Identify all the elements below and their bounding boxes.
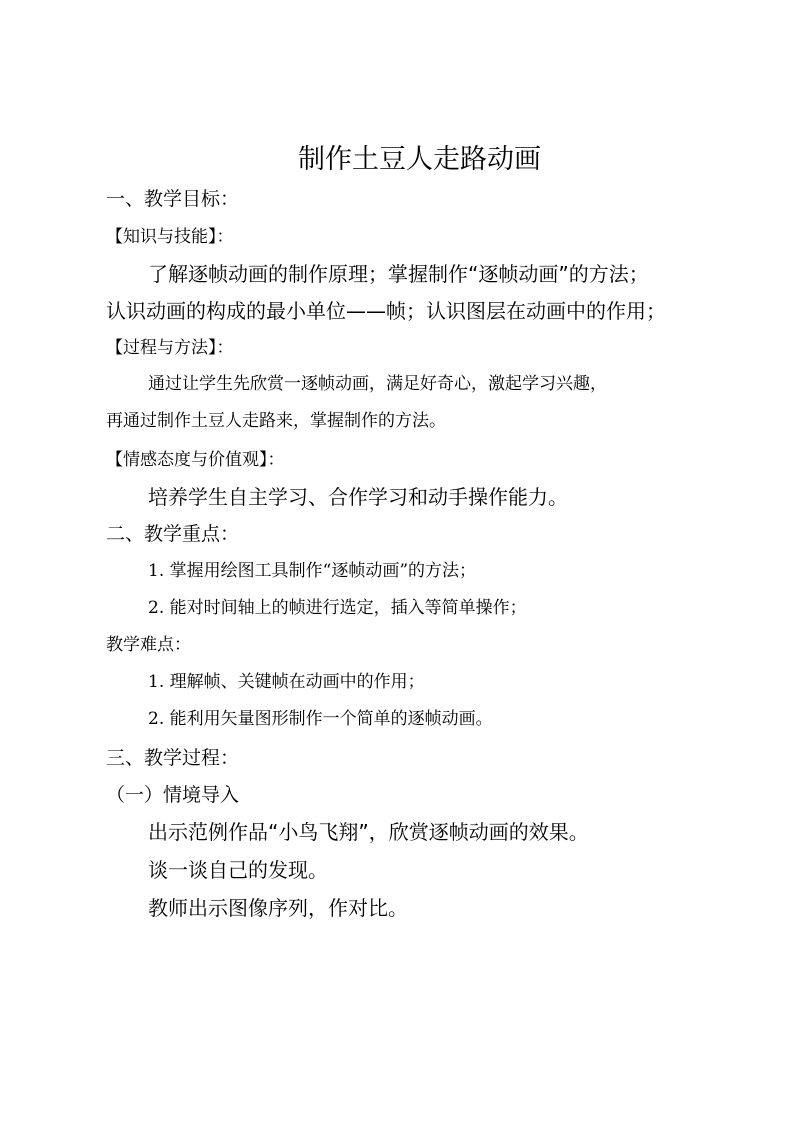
intro-text-line2: 谈一谈自己的发现。 [148, 858, 328, 882]
subsection-heading-intro: （一）情境导入 [106, 784, 240, 806]
knowledge-text-line2: 认识动画的构成的最小单位——帧；认识图层在动画中的作用； [106, 299, 666, 323]
knowledge-skills-label: 【知识与技能】： [106, 227, 234, 247]
page-title: 制作土豆人走路动画 [298, 144, 541, 175]
section-heading-key-points: 二、教学重点： [106, 523, 240, 545]
process-text-line1: 通过让学生先欣赏一逐帧动画，满足好奇心，激起学习兴趣， [148, 374, 607, 394]
emotion-values-label: 【情感态度与价值观】： [106, 450, 285, 470]
knowledge-text-line1: 了解逐帧动画的制作原理；掌握制作“逐帧动画”的方法； [148, 262, 649, 286]
process-text-line2: 再通过制作土豆人走路来，掌握制作的方法。 [106, 411, 446, 431]
difficulty-1: 1. 理解帧、关键帧在动画中的作用； [148, 672, 425, 692]
difficulty-2: 2. 能利用矢量图形制作一个简单的逐帧动画。 [148, 709, 493, 729]
section-heading-process: 三、教学过程： [106, 747, 240, 769]
intro-text-line3: 教师出示图像序列，作对比。 [148, 896, 408, 920]
section-heading-objectives: 一、教学目标： [106, 188, 240, 210]
process-methods-label: 【过程与方法】： [106, 338, 234, 358]
difficulty-label: 教学难点： [106, 635, 191, 655]
key-point-2: 2. 能对时间轴上的帧进行选定，插入等简单操作； [148, 598, 527, 618]
emotion-text-line1: 培养学生自主学习、合作学习和动手操作能力。 [148, 485, 568, 509]
key-point-1: 1. 掌握用绘图工具制作“逐帧动画”的方法； [148, 561, 477, 581]
intro-text-line1: 出示范例作品“小鸟飞翔”，欣赏逐帧动画的效果。 [148, 820, 589, 844]
